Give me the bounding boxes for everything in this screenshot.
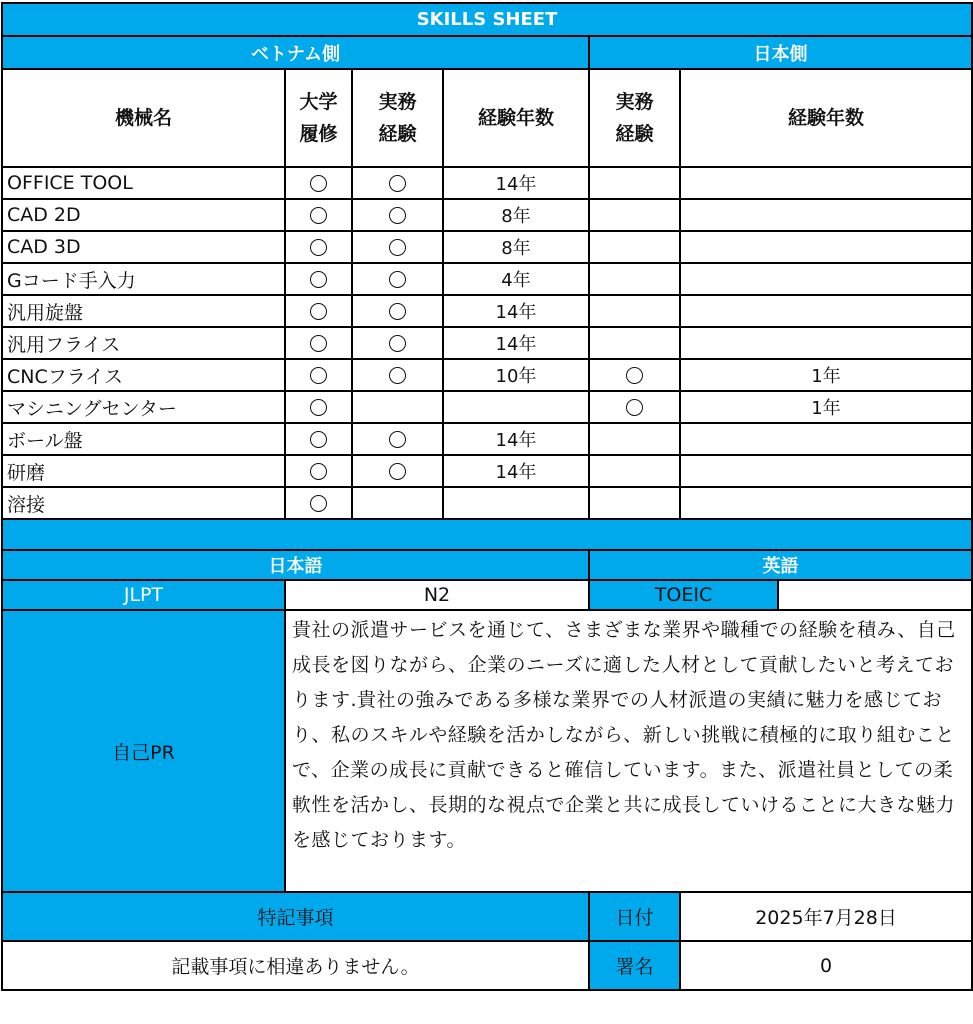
jp-practical-cell [589, 167, 680, 199]
circle-mark-icon [389, 335, 406, 352]
jp-practical-header: 実務 経験 [589, 69, 680, 167]
circle-mark-icon [389, 207, 406, 224]
toeic-value [778, 580, 972, 610]
years-header: 経験年数 [443, 69, 589, 167]
university-cell [285, 423, 352, 455]
university-cell [285, 327, 352, 359]
university-cell [285, 263, 352, 295]
university-cell [285, 487, 352, 519]
jp-years-cell [680, 231, 972, 263]
english-language-header: 英語 [589, 550, 972, 580]
skill-row [2, 167, 972, 199]
skill-row [2, 263, 972, 295]
jp-practical-cell [589, 199, 680, 231]
years-cell: 4年 [443, 263, 589, 295]
skill-row [2, 423, 972, 455]
machine-name-header: 機械名 [2, 69, 285, 167]
vietnam-side-header: ベトナム側 [2, 36, 589, 69]
practical-cell [352, 263, 443, 295]
japan-side-header: 日本側 [589, 36, 972, 69]
practical-cell [352, 167, 443, 199]
machine-name-cell: 研磨 [2, 455, 285, 487]
skill-row [2, 391, 972, 423]
machine-name-cell: 溶接 [2, 487, 285, 519]
practical-cell [352, 423, 443, 455]
jp-years-cell: 1年 [680, 359, 972, 391]
university-cell [285, 455, 352, 487]
circle-mark-icon [310, 303, 327, 320]
declaration-statement: 記載事項に相違ありません。 [2, 941, 589, 990]
circle-mark-icon [310, 367, 327, 384]
skill-row [2, 231, 972, 263]
skill-row [2, 295, 972, 327]
years-cell: 8年 [443, 199, 589, 231]
jp-practical-cell [589, 231, 680, 263]
section-divider [2, 519, 972, 550]
circle-mark-icon [310, 495, 327, 512]
years-cell: 8年 [443, 231, 589, 263]
circle-mark-icon [310, 207, 327, 224]
skill-row [2, 327, 972, 359]
toeic-label: TOEIC [589, 580, 778, 610]
self-pr-text: 貴社の派遣サービスを通じて、さまざまな業界や職種での経験を積み、自己成長を図りながら、企業のニーズに適した人材として貢献したいと考えております.貴社の強みである多様な業界での人材派遣の実績に魅力を感じており、私のスキルや経験を活かしながら、新しい挑戦に積極的に取り組むことで、企業の成長に貢献できると確信しています。また、派遣社員としての柔軟性を活かし、長期的な視点で企業と共に成長していけることに大きな魅力を感じております。 [285, 610, 972, 892]
circle-mark-icon [389, 431, 406, 448]
years-cell: 14年 [443, 423, 589, 455]
practical-cell [352, 359, 443, 391]
university-cell [285, 167, 352, 199]
skill-row [2, 455, 972, 487]
jp-practical-cell [589, 455, 680, 487]
machine-name-cell: マシニングセンター [2, 391, 285, 423]
years-cell [443, 391, 589, 423]
circle-mark-icon [389, 463, 406, 480]
machine-name-cell: Gコード手入力 [2, 263, 285, 295]
machine-name-cell: OFFICE TOOL [2, 167, 285, 199]
jp-years-cell [680, 423, 972, 455]
practical-cell [352, 391, 443, 423]
circle-mark-icon [310, 399, 327, 416]
university-cell [285, 231, 352, 263]
university-header: 大学 履修 [285, 69, 352, 167]
jp-practical-cell [589, 423, 680, 455]
circle-mark-icon [626, 399, 643, 416]
circle-mark-icon [626, 367, 643, 384]
jp-years-cell [680, 199, 972, 231]
notes-label: 特記事項 [2, 892, 589, 941]
machine-name-cell: ボール盤 [2, 423, 285, 455]
years-cell: 14年 [443, 455, 589, 487]
practical-header: 実務 経験 [352, 69, 443, 167]
practical-cell [352, 487, 443, 519]
circle-mark-icon [389, 367, 406, 384]
practical-cell [352, 455, 443, 487]
circle-mark-icon [310, 463, 327, 480]
circle-mark-icon [389, 303, 406, 320]
years-cell: 14年 [443, 295, 589, 327]
jp-practical-cell [589, 359, 680, 391]
circle-mark-icon [310, 271, 327, 288]
jp-years-cell: 1年 [680, 391, 972, 423]
jp-years-cell [680, 295, 972, 327]
practical-cell [352, 231, 443, 263]
jlpt-label: JLPT [2, 580, 285, 610]
practical-cell [352, 199, 443, 231]
university-cell [285, 295, 352, 327]
university-cell [285, 199, 352, 231]
machine-name-cell: CNCフライス [2, 359, 285, 391]
jp-years-cell [680, 487, 972, 519]
years-cell: 10年 [443, 359, 589, 391]
date-value: 2025年7月28日 [680, 892, 972, 941]
skill-row [2, 359, 972, 391]
machine-name-cell: 汎用旋盤 [2, 295, 285, 327]
university-cell [285, 359, 352, 391]
circle-mark-icon [389, 239, 406, 256]
skill-row [2, 199, 972, 231]
practical-cell [352, 327, 443, 359]
years-cell: 14年 [443, 327, 589, 359]
circle-mark-icon [389, 271, 406, 288]
jp-years-cell [680, 263, 972, 295]
jp-years-cell [680, 327, 972, 359]
circle-mark-icon [310, 335, 327, 352]
circle-mark-icon [310, 239, 327, 256]
signature-label: 署名 [589, 941, 680, 990]
jp-years-cell [680, 455, 972, 487]
jp-practical-cell [589, 295, 680, 327]
machine-name-cell: CAD 3D [2, 231, 285, 263]
years-cell: 14年 [443, 167, 589, 199]
circle-mark-icon [310, 431, 327, 448]
jp-practical-cell [589, 487, 680, 519]
jp-years-header: 経験年数 [680, 69, 972, 167]
jlpt-value: N2 [285, 580, 589, 610]
university-cell [285, 391, 352, 423]
japanese-language-header: 日本語 [2, 550, 589, 580]
signature-value: 0 [680, 941, 972, 990]
years-cell [443, 487, 589, 519]
skills-sheet-table [1, 2, 973, 991]
circle-mark-icon [389, 175, 406, 192]
sheet-title: SKILLS SHEET [2, 3, 972, 36]
jp-practical-cell [589, 263, 680, 295]
jp-practical-cell [589, 391, 680, 423]
machine-name-cell: CAD 2D [2, 199, 285, 231]
skill-row [2, 487, 972, 519]
circle-mark-icon [310, 175, 327, 192]
practical-cell [352, 295, 443, 327]
self-pr-label: 自己PR [2, 610, 285, 892]
machine-name-cell: 汎用フライス [2, 327, 285, 359]
jp-practical-cell [589, 327, 680, 359]
jp-years-cell [680, 167, 972, 199]
date-label: 日付 [589, 892, 680, 941]
